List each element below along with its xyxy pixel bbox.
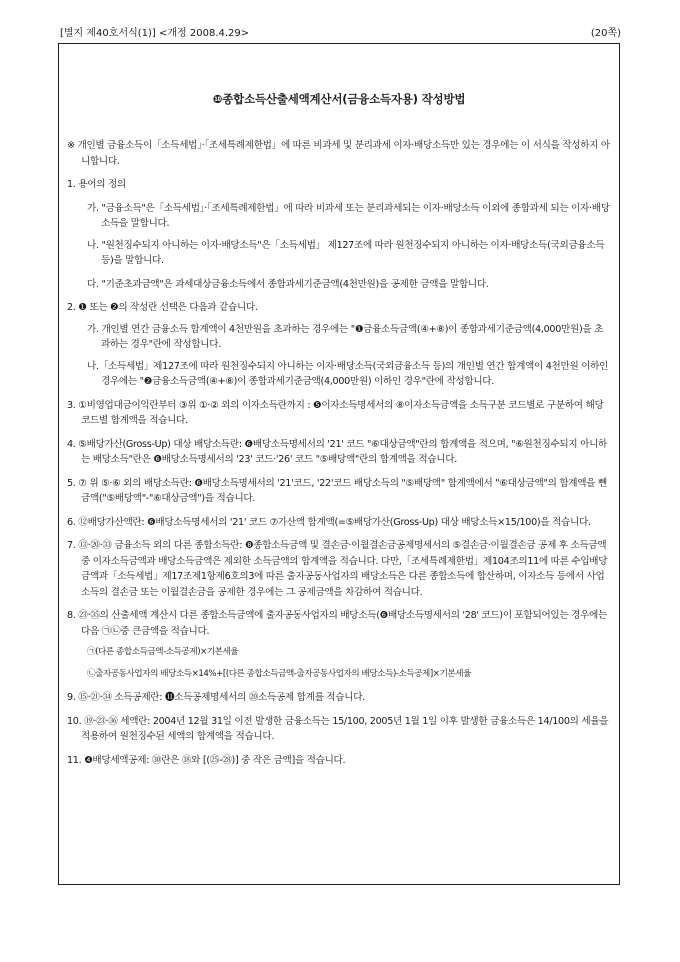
form-number: [별지 제40호서식(1)] <개정 2008.4.29> (60, 28, 250, 39)
page-number: (20쪽) (590, 28, 621, 39)
section-5: 5. ⑦ 위 ⑤·⑥ 외의 배당소득란: ❻배당소득명세서의 '21'코드, '22'코드 배당소득의 "⑤배당액" 합계액에서 "⑥대상금액"의 합계액을 뺀 금액("⑤배당액"-"⑥대상금액")을 적습니다. (67, 477, 607, 504)
section-10: 10. ⑲·㉓·㊱ 세액란: 2004년 12월 31일 이전 발생한 금융소득는 15/100, 2005년 1월 1일 이후 발생한 금융소득은 14/100의 세율을 적용하여 원천징수된 세액의 합계액을 적습니다. (67, 715, 609, 742)
section-1-item-na: 나. "원천징수되지 아니하는 이자·배당소득"은「소득세법」 제127조에 따라 원천징수되지 아니하는 이자·배당소득(국외금융소득 등)을 말합니다. (87, 239, 605, 266)
section-6: 6. ⑫배당가산액란: ❻배당소득명세서의 '21' 코드 ⑦가산액 합계액(=⑤배당가산(Gross-Up) 대상 배당소득×15/100)을 적습니다. (67, 516, 591, 528)
notice-paragraph: ※ 개인별 금융소득이「소득세법」·「조세특례제한법」에 따른 비과세 및 분리과세 이자·배당소득만 있는 경우에는 이 서식을 작성하지 아니합니다. (67, 140, 610, 167)
section-2-item-ga: 가. 개인별 연간 금융소득 합계액이 4천만원을 초과하는 경우에는 "❶금융소득금액(④+⑧)이 종합과세기준금액(4,000만원)을 초과하는 경우"란에 작성합니다. (87, 323, 604, 350)
section-8-formula-2: ㉡출자공동사업자의 배당소득×14%+[(다른 종합소득금액-출자공동사업자의 배당소득)-소득공제]×기본세율 (87, 668, 471, 679)
section-8: 8. ㉓·㉟의 산출세액 계산시 다른 종합소득금액에 출자공동사업자의 배당소득(❻배당소득명세서의 '28' 코드)이 포함되어있는 경우에는 다음 ㉠㉡중 큰금액을 적습니다. (67, 610, 607, 637)
section-7: 7. ⑬·⑳·㉝ 금융소득 외의 다른 종합소득란: ❽종합소득금액 및 결손금·이월결손금공제명세서의 ⑤결손금·이월결손금 공제 후 소득금액 중 이자소득금액과 배당소득금액은 제외한 소득금액의 합계액을 적습니다. 다만,「조세특례제한법」제104조의11에 따른 수입배당금액과「소득세법」제17조제1항제6호의3에 따른 출자공동사업자의 배당소득은 다른 종합소득에 합산하며, 이자소득 등에서 사업소득의 결손금 또는 이월결손금을 공제한 경우에는 그 공제금액을 차감하여 적습니다. (67, 540, 608, 598)
section-1-item-ga: 가. "금융소득"은「소득세법」·「조세특례제한법」에 따라 비과세 또는 분리과세되는 이자·배당소득 이외에 종합과세 되는 이자·배당소득을 말합니다. (87, 202, 610, 229)
section-3: 3. ①비영업대금이익란부터 ③위 ①·② 외의 이자소득란까지 : ❺이자소득명세서의 ⑧이자소득금액을 소득구분 코드별로 구분하여 해당 코드별 합계액을 적습니다. (67, 399, 604, 426)
instructions-body (67, 138, 612, 768)
section-1-heading: 1. 용어의 정의 (67, 179, 126, 190)
document-frame (58, 43, 620, 885)
section-9: 9. ⑮·㉑·㉞ 소득공제란: ⓫소득공제명세서의 ⑳소득공제 합계를 적습니다. (67, 692, 365, 703)
section-11: 11. ❹배당세액공제: ㉚란은 ⑱와 [(㉕-㉘)] 중 작은 금액]을 적습니다. (67, 754, 346, 766)
document-title: ❿종합소득산출세액계산서(금융소득자용) 작성방법 (212, 92, 466, 106)
page-header (60, 27, 621, 41)
section-8-formula-1: ㉠(다른 종합소득금액-소득공제)×기본세율 (87, 647, 239, 657)
section-4: 4. ⑤배당가산(Gross-Up) 대상 배당소득란: ❻배당소득명세서의 '21' 코드 "⑥대상금액"란의 합계액을 적으며, "⑥원천징수되지 아니하는 배당소득"란은 ❻배당소득명세서의 '23' 코드·'26' 코드 "⑤배당액"란의 합계액을 적습니다. (67, 438, 608, 465)
section-2-item-na: 나.「소득세법」제127조에 따라 원천징수되지 아니하는 이자·배당소득(국외금융소득 등)의 개인별 연간 합계액이 4천만원 이하인 경우에는 "❷금융소득금액(④+⑧)이 종합과세기준금액(4,000만원) 이하인 경우"란에 작성합니다. (87, 360, 609, 387)
section-2-heading: 2. ❶ 또는 ❷의 작성란 선택은 다음과 같습니다. (67, 302, 258, 313)
section-1-item-da: 다. "기준초과금액"은 과세대상금융소득에서 종합과세기준금액(4천만원)을 공제한 금액을 말합니다. (87, 278, 489, 290)
